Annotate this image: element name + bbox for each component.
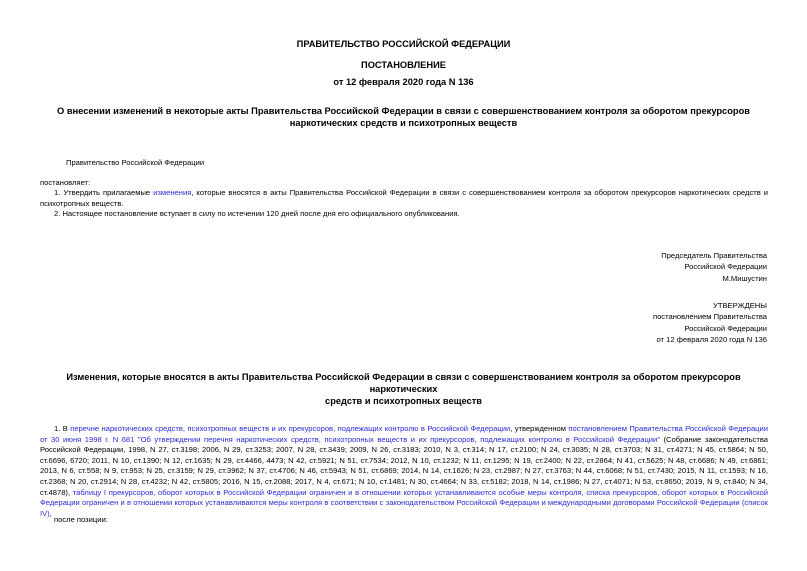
resolution-681-link[interactable]: постановлением Правительства Российской Федерации от 30 июня 1998 г. N 681 "Об утверждении перечня наркотических средств, психотропных веществ и их прекурсоров, подлежащих контролю в Российской Федерации": [40, 424, 768, 444]
doc-type-heading: ПОСТАНОВЛЕНИЕ: [361, 60, 446, 70]
approval-block: [653, 300, 767, 345]
changes-title-line2: средств и психотропных веществ: [325, 396, 482, 406]
changes-paragraph-1: [40, 424, 768, 519]
signature-line1: Председатель Правительства: [661, 251, 767, 260]
after-position-text: после позиции:: [54, 515, 108, 524]
approval-line3: Российской Федерации: [684, 323, 767, 333]
precursors-table-link[interactable]: таблицу I прекурсоров, оборот которых в Российской Федерации ограничен и в отношении которых устанавливаются особые меры контроля, списка прекурсоров, оборот которых в Российской Федерации ограничен и в отношении которых устанавливаются меры контроля в соответствии с законодательством Российской Федерации и международными договорами Российской Федерации (список IV): [40, 487, 768, 518]
issuer-text: Правительство Российской Федерации: [66, 158, 205, 167]
signature-line2: Российской Федерации: [684, 262, 767, 272]
document-title-line2: наркотических средств и психотропных веществ: [289, 118, 518, 128]
government-heading: ПРАВИТЕЛЬСТВО РОССИЙСКОЙ ФЕДЕРАЦИИ: [296, 39, 511, 49]
changes-title: [40, 371, 767, 407]
p1-part-c: (Собрание законодательства Российской Федерации, 1998, N 27, ст.3198; 2006, N 29, ст.3253; 2007, N 28, ст.3439; 2009, N 26, ст.3183; 2010, N 3, ст.314; N 17, ст.2100; N 24, ст.3035; N 28, ст.3703; N 31, ст.4271; N 45, ст.5864; N 50, ст.6696, 6720; 2011, N 10, ст.1390; N 12, ст.1635; N 29, ст.4466, 4473; N 42, ст.5921; N 51, ст.7534; 2012, N 10, ст.1232; N 11, ст.1295; N 19, ст.2400; N 22, ст.2864; N 41, ст.5625; N 48, ст.6686; N 49, ст.6861; 2013, N 6, ст.558; N 9, ст.953; N 25, ст.3159; N 29, ст.3962; N 37, ст.4706; N 46, ст.5943; N 51, ст.6869; 2014, N 14, ст.1626; N 23, ст.2987; N 27, ст.3763; N 44, ст.6068; N 51, ст.7430; 2015, N 11, ст.1593; N 16, ст.2368; N 20, ст.2914; N 28, ст.4232; N 42, ст.5805; 2016, N 15, ст.2088; 2017, N 4, ст.671; N 10, ст.1481; N 30, ст.4664; N 33, ст.5182; 2018, N 14, ст.1986; N 27, ст.4071; N 53, ст.8650; 2019, N 9, ст.840; N 34, ст.4878),: [40, 434, 768, 497]
changes-link[interactable]: изменения: [153, 188, 192, 197]
signature-line3: М.Мишустин: [722, 273, 767, 283]
item-1-post: , которые вносятся в акты Правительства Российской Федерации в связи с совершенствованием контроля за оборотом прекурсоров наркотических средств и психотропных веществ.: [40, 188, 768, 208]
changes-title-line1: Изменения, которые вносятся в акты Правительства Российской Федерации в связи с совершенствованием контроля за оборотом прекурсоров наркотических: [66, 372, 741, 394]
p1-part-d: ,: [49, 508, 52, 518]
p1-part-a: 1. В: [54, 424, 71, 433]
approval-line2: постановлением Правительства: [652, 312, 767, 322]
item-2: 2. Настоящее постановление вступает в силу по истечении 120 дней после дня его официального опубликования.: [54, 209, 460, 218]
p1-part-b: , утвержденном: [510, 424, 569, 433]
date-number-heading: от 12 февраля 2020 года N 136: [333, 77, 474, 87]
approval-line4: от 12 февраля 2020 года N 136: [656, 334, 767, 344]
approval-line1: УТВЕРЖДЕНЫ: [713, 301, 767, 310]
decides-text: постановляет:: [40, 178, 91, 187]
item-1-pre: 1. Утвердить прилагаемые: [54, 188, 154, 197]
item-1: [40, 188, 768, 209]
document-title-line1: О внесении изменений в некоторые акты Правительства Российской Федерации в связи с совершенствованием контроля за оборотом прекурсоров: [57, 106, 750, 116]
document-title: [40, 105, 767, 129]
signature-block: [661, 250, 767, 284]
substances-list-link[interactable]: перечне наркотических средств, психотропных веществ и их прекурсоров, подлежащих контролю в Российской Федерации: [70, 424, 511, 433]
